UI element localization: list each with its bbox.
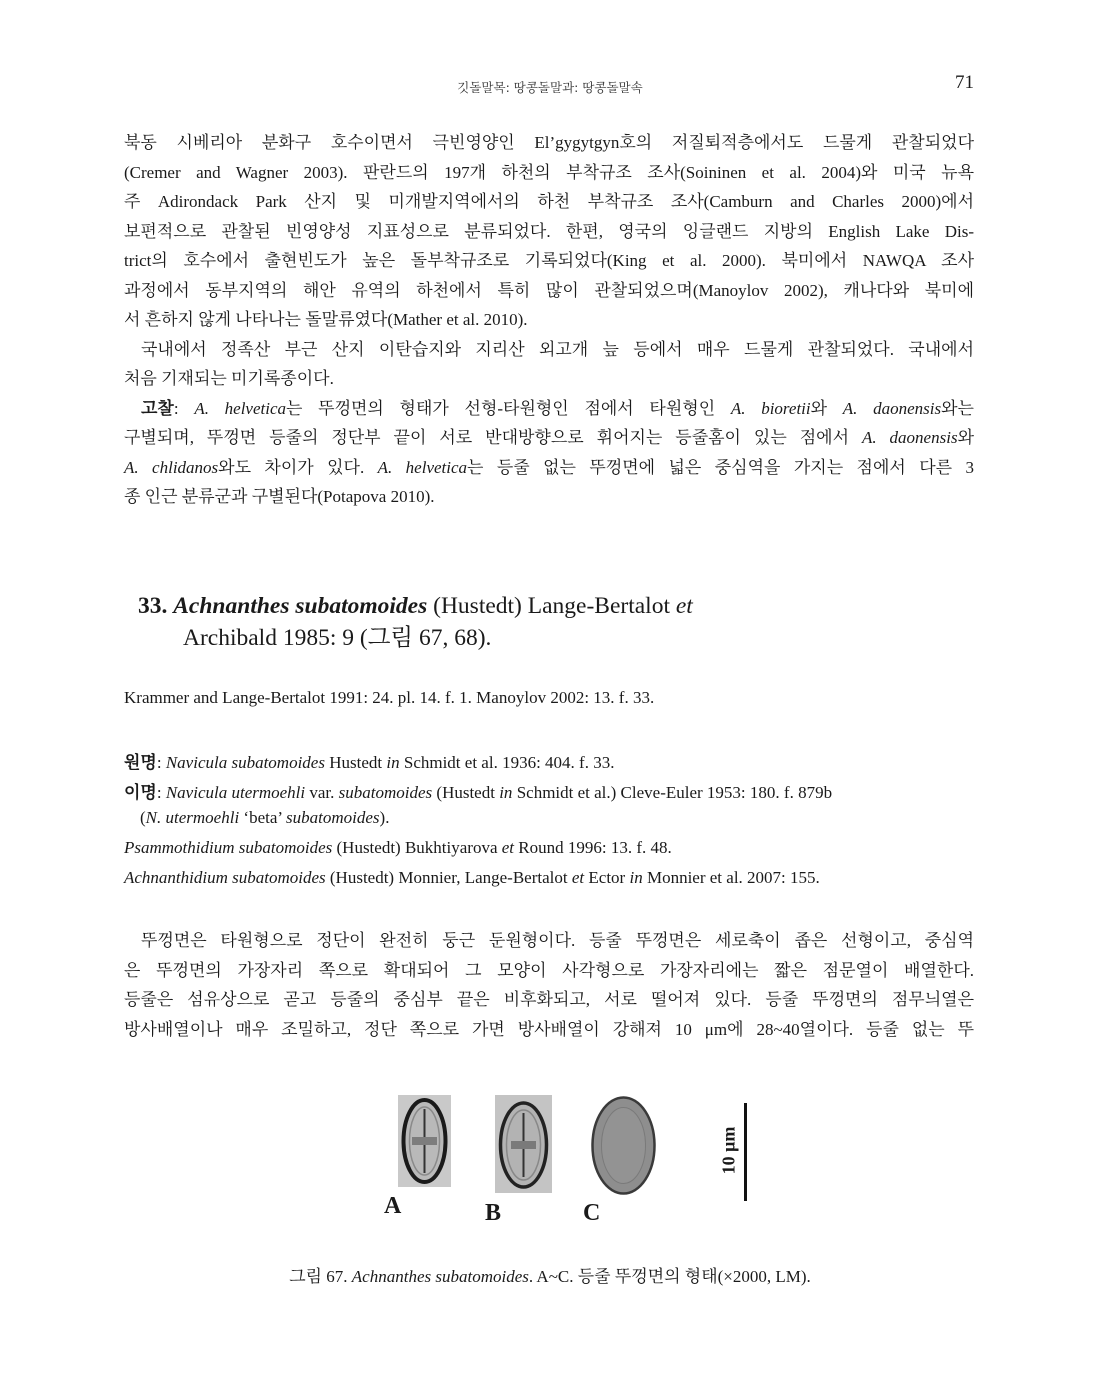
scale-bar xyxy=(744,1103,747,1201)
micrograph-b xyxy=(495,1095,552,1193)
text-line: 방사배열이나 매우 조밀하고, 정단 쪽으로 가면 방사배열이 강해져 10 μm에 28~40열이다. 등줄 없는 뚜 xyxy=(124,1019,974,1039)
references: Krammer and Lange-Bertalot 1991: 24. pl. 14. f. 1. Manoylov 2002: 13. f. 33. xyxy=(124,688,655,707)
remarks-line: 고찰: A. helvetica는 뚜껑면의 형태가 선형-타원형인 점에서 타원형인 A. bioretii와 A. daonensis와는 xyxy=(141,398,974,418)
species-number: 33. xyxy=(138,593,168,619)
text-line: 과정에서 동부지역의 해안 유역의 하천에서 특히 많이 관찰되었으며(Manoylov 2002), 캐나다와 북미에 xyxy=(124,280,974,300)
synonym-continuation: (N. utermoehli ‘beta’ subatomoides). xyxy=(140,808,390,827)
text-line: 북동 시베리아 분화구 호수이면서 극빈영양인 El’gygytgyn호의 저질퇴적층에서도 드물게 관찰되었다 xyxy=(124,133,974,152)
text-line: 주 Adirondack Park 산지 및 미개발지역에서의 하천 부착규조 조사(Camburn and Charles 2000)에서 xyxy=(124,192,974,211)
remarks-line: 종 인근 분류군과 구별된다(Potapova 2010). xyxy=(124,487,435,506)
page-number: 71 xyxy=(955,72,974,93)
paragraph-distribution xyxy=(124,128,974,512)
text-line: 처음 기재되는 미기록종이다. xyxy=(124,369,334,388)
micrograph-c xyxy=(591,1095,656,1196)
species-name: Achnanthes subatomoides xyxy=(173,593,428,619)
species-heading: 33. Achnanthes subatomoides (Hustedt) Lange-Bertalot et Archibald 1985: 9 (그림 67, 68). xyxy=(138,590,693,654)
scale-label: 10 μm xyxy=(718,1126,739,1175)
text-line: 뚜껑면은 타원형으로 정단이 완전히 둥근 둔원형이다. 등줄 뚜껑면은 세로축이 좁은 선형이고, 중심역 xyxy=(141,931,974,950)
remarks-line: 구별되며, 뚜껑면 등줄의 정단부 끝이 서로 반대방향으로 휘어지는 등줄홈이 있는 점에서 A. daonensis와 xyxy=(124,428,974,447)
basionym: 원명: Navicula subatomoides Hustedt in Schmidt et al. 1936: 404. f. 33. xyxy=(124,753,615,772)
text-line: (Cremer and Wagner 2003). 판란드의 197개 하천의 부착규조 조사(Soininen et al. 2004)와 미국 뉴욕 xyxy=(124,162,974,182)
panel-label-b: B xyxy=(485,1200,502,1226)
micrograph-a xyxy=(398,1095,451,1187)
remarks-line: A. chlidanos와도 차이가 있다. A. helvetica는 등줄 없는 뚜껑면에 넓은 중심역을 가지는 점에서 다른 3 xyxy=(124,457,974,477)
running-title: 깃돌말목: 땅콩돌말과: 땅콩돌말속 xyxy=(457,80,643,95)
panel-label-a: A xyxy=(384,1193,402,1219)
synonym: 이명: Navicula utermoehli var. subatomoides (Hustedt in Schmidt et al.) Cleve-Euler 1953: 180. f. 879b xyxy=(124,783,833,802)
text-line: 보편적으로 관찰된 빈영양성 지표성으로 분류되었다. 한편, 영국의 잉글랜드 지방의 English Lake Dis- xyxy=(124,221,974,241)
synonym: Achnanthidium subatomoides (Hustedt) Monnier, Lange-Bertalot et Ector in Monnier et al. 2007: 155. xyxy=(124,868,820,887)
text-line: 은 뚜껑면의 가장자리 쪽으로 확대되어 그 모양이 사각형으로 가장자리에는 짧은 점문열이 배열한다. xyxy=(124,960,974,980)
text-line: trict의 호수에서 출현빈도가 높은 돌부착규조로 기록되었다(King et al. 2000). 북미에서 NAWQA 조사 xyxy=(124,251,974,270)
text-line: 서 흔하지 않게 나타나는 돌말류였다(Mather et al. 2010). xyxy=(124,310,528,329)
remarks-label: 고찰 xyxy=(141,398,174,418)
synonym: Psammothidium subatomoides (Hustedt) Bukhtiyarova et Round 1996: 13. f. 48. xyxy=(124,838,672,857)
figure-caption: 그림 67. Achnanthes subatomoides. A~C. 등줄 뚜껑면의 형태(×2000, LM). xyxy=(289,1267,811,1286)
text-line: 국내에서 정족산 부근 산지 이탄습지와 지리산 외고개 늪 등에서 매우 드물게 관찰되었다. 국내에서 xyxy=(141,339,974,359)
paragraph-description xyxy=(124,926,974,1044)
text-line: 등줄은 섬유상으로 곧고 등줄의 중심부 끝은 비후화되고, 서로 떨어져 있다. 등줄 뚜껑면의 점무늬열은 xyxy=(124,990,974,1009)
species-heading-line2: Archibald 1985: 9 (그림 67, 68). xyxy=(183,625,492,651)
panel-label-c: C xyxy=(583,1200,601,1226)
